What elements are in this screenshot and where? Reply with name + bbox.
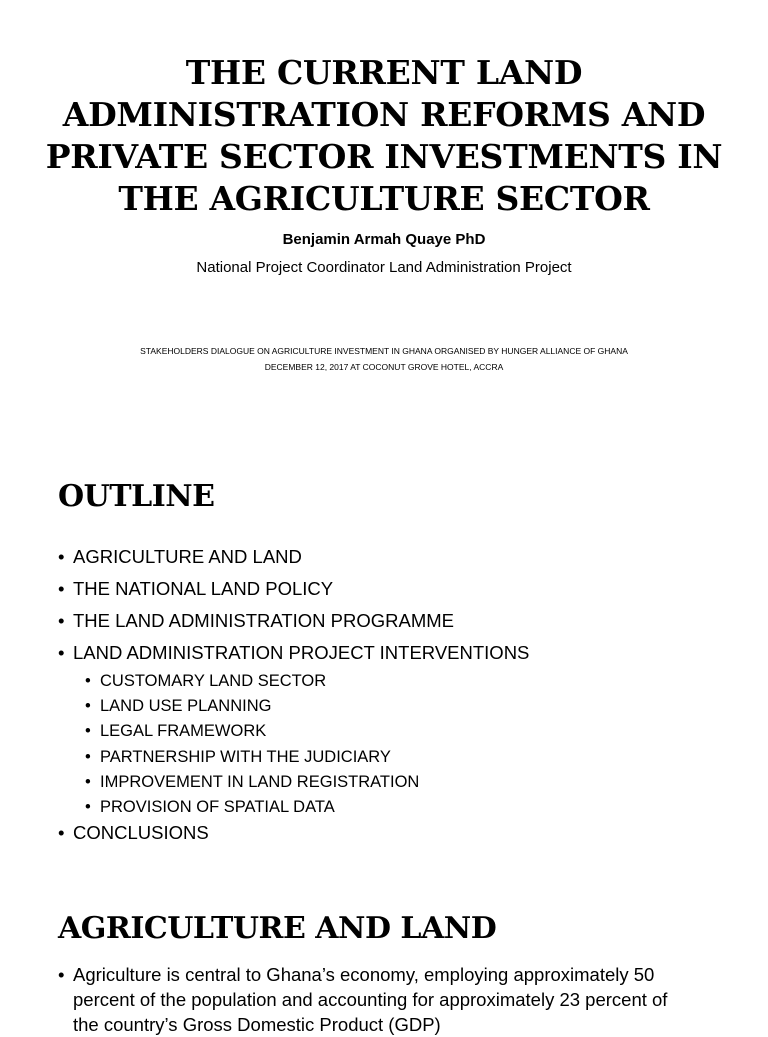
outline-subitem-label: IMPROVEMENT IN LAND REGISTRATION — [100, 772, 420, 791]
outline-subitem-label: PROVISION OF SPATIAL DATA — [100, 798, 335, 817]
outline-list — [58, 541, 738, 669]
outline-item-label: AGRICULTURE AND LAND — [73, 546, 302, 567]
outline-subitem-label: LAND USE PLANNING — [100, 697, 272, 716]
outline-subitem — [85, 770, 765, 795]
outline-item — [58, 605, 738, 637]
presentation-title: THE CURRENT LAND ADMINISTRATION REFORMS AND PRIVATE SECTOR INVESTMENTS IN THE AGRICULTURE SECTOR — [45, 53, 723, 218]
agriculture-heading: AGRICULTURE AND LAND — [58, 911, 497, 946]
agriculture-bullet-text: Agriculture is central to Ghana’s economy, employing approximately 50 percent of the population and accounting for approximately 23 percent of the country’s Gross Domestic Product (GDP) — [73, 964, 668, 1035]
outline-item — [58, 817, 738, 849]
outline-subitem-label: CUSTOMARY LAND SECTOR — [100, 672, 327, 690]
title-slide — [0, 0, 768, 440]
event-line-2: DECEMBER 12, 2017 AT COCONUT GROVE HOTEL, ACCRA — [264, 362, 504, 372]
outline-final-list — [58, 817, 738, 849]
outline-heading: OUTLINE — [58, 479, 215, 514]
outline-item-label: CONCLUSIONS — [73, 822, 209, 843]
outline-item — [58, 573, 738, 605]
event-details — [0, 343, 768, 375]
outline-item-label: THE NATIONAL LAND POLICY — [73, 578, 334, 599]
outline-subitem — [85, 745, 765, 770]
agriculture-bullet — [58, 962, 698, 1037]
outline-slide — [0, 455, 768, 865]
outline-subitem-label: PARTNERSHIP WITH THE JUDICIARY — [100, 747, 391, 766]
outline-item-label: THE LAND ADMINISTRATION PROGRAMME — [73, 610, 454, 631]
outline-subitem — [85, 719, 765, 744]
agriculture-slide — [0, 895, 768, 1035]
outline-subitem-label: LEGAL FRAMEWORK — [100, 722, 267, 741]
outline-subitem — [85, 669, 765, 694]
author-name: Benjamin Armah Quaye PhD — [282, 231, 486, 248]
agriculture-bullets — [58, 962, 698, 1037]
outline-item — [58, 541, 738, 573]
outline-subitem — [85, 694, 765, 719]
outline-sublist — [85, 669, 765, 820]
event-line-1: STAKEHOLDERS DIALOGUE ON AGRICULTURE INVESTMENT IN GHANA ORGANISED BY HUNGER ALLIANCE OF GHANA — [140, 346, 628, 356]
author-role: National Project Coordinator Land Administration Project — [196, 259, 572, 276]
outline-item-label: LAND ADMINISTRATION PROJECT INTERVENTIONS — [73, 642, 530, 663]
outline-item — [58, 637, 738, 669]
